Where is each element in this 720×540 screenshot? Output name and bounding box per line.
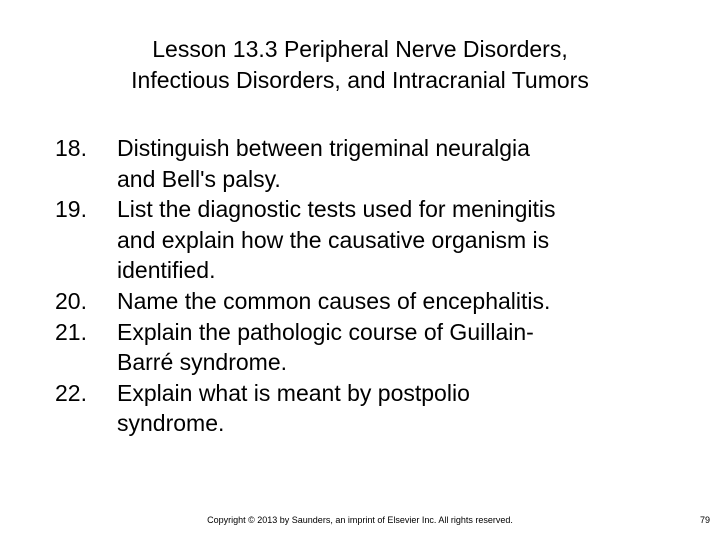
objective-text-line: Distinguish between trigeminal neuralgia bbox=[117, 135, 530, 161]
objective-item-21 bbox=[55, 317, 695, 378]
objective-text-line: List the diagnostic tests used for meningitis bbox=[117, 196, 556, 223]
objective-text-line: Explain what is meant by postpolio bbox=[117, 379, 470, 406]
objective-text-line: Name the common causes of encephalitis. bbox=[117, 287, 551, 314]
objective-text-line: syndrome. bbox=[117, 410, 225, 437]
objective-text-line: identified. bbox=[117, 257, 216, 284]
objective-number: 19. bbox=[55, 196, 87, 223]
objective-text-line: Explain the pathologic course of Guillain- bbox=[117, 318, 534, 345]
title-line-2: Infectious Disorders, and Intracranial Tumors bbox=[131, 67, 589, 93]
objective-number: 21. bbox=[55, 318, 87, 345]
footer-copyright: Copyright © 2013 by Saunders, an imprint of Elsevier Inc. All rights reserved. bbox=[207, 515, 513, 525]
objective-item-20 bbox=[55, 286, 695, 317]
slide-title bbox=[0, 34, 720, 96]
objective-number: 22. bbox=[55, 379, 87, 406]
page-number: 79 bbox=[699, 515, 710, 525]
objective-item-18 bbox=[55, 133, 695, 194]
objective-list bbox=[55, 133, 695, 439]
objective-number: 18. bbox=[55, 135, 87, 161]
objective-text-line: and explain how the causative organism is bbox=[117, 226, 550, 253]
title-line-1: Lesson 13.3 Peripheral Nerve Disorders, bbox=[152, 36, 568, 62]
objective-item-22 bbox=[55, 378, 695, 439]
objective-item-19 bbox=[55, 194, 695, 286]
objective-text-line: and Bell's palsy. bbox=[117, 165, 281, 192]
objective-number: 20. bbox=[55, 287, 87, 314]
objective-text-line: Barré syndrome. bbox=[117, 349, 288, 376]
